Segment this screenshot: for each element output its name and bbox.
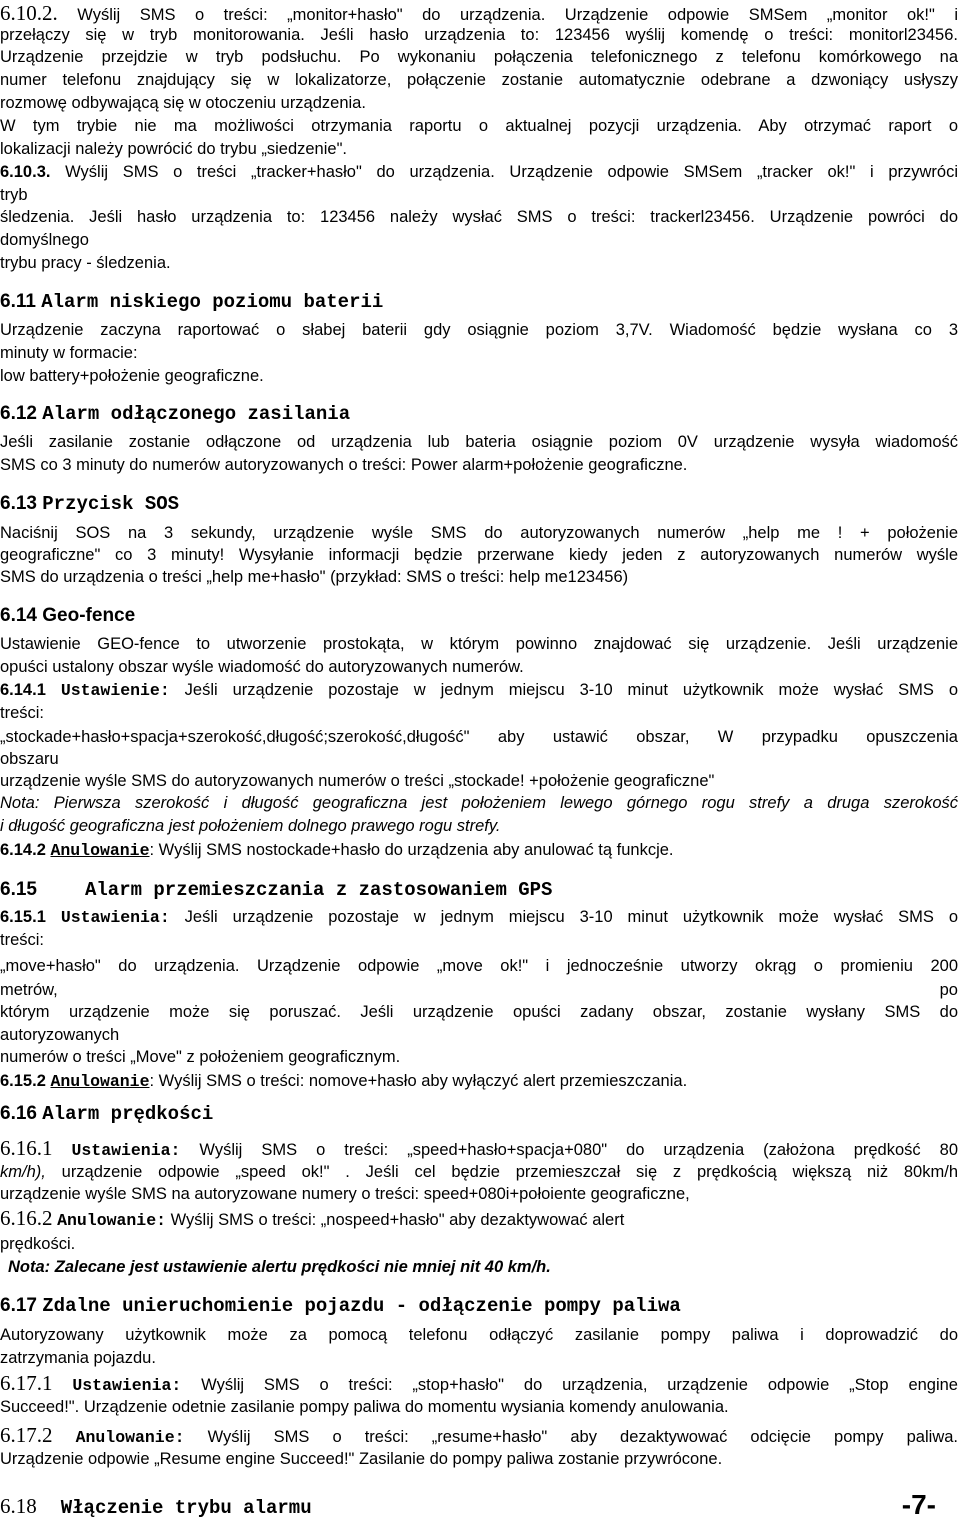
section-number: 6.13	[0, 493, 37, 514]
setting-label: Ustawienia:	[60, 908, 170, 927]
line-text: Urządzenie zaczyna raportować o słabej baterii gdy osiągnie poziom 3,7V. Wiadomość będzie wysłana co 3	[0, 321, 958, 339]
line-text: Jeśli zasilanie zostanie odłączone od urządzenia lub bateria osiągnie poziom 0V urządzenie wysyła wiadomość	[0, 433, 958, 451]
section-number: 6.14	[0, 605, 37, 626]
line-text: Urządzenie przejdzie w tryb podsłuchu. Po wykonaniu połączenia telefonicznego z telefonu komórkowego na	[0, 48, 958, 66]
line-text: geograficzne" co 3 minuty! Wysyłanie informacji będzie przerwane kiedy jeden z autoryzowanych numerów wyśle	[0, 546, 958, 564]
text-line	[0, 978, 958, 1002]
text-line	[0, 364, 958, 388]
text-line	[0, 1045, 958, 1069]
line-text: SMS co 3 minuty do numerów autoryzowanych o treści: Power alarm+położenie geograficzne.	[0, 456, 688, 474]
section-number: 6.14.1	[0, 681, 46, 699]
line-text: Succeed!". Urządzenie odetnie zasilanie pompy paliwa do momentu wysiania komendy anulowania.	[0, 1398, 729, 1416]
line-text: tryb	[0, 186, 28, 204]
line-text: obszaru	[0, 750, 59, 768]
text-line	[0, 45, 958, 69]
text-line	[0, 183, 958, 207]
section-heading	[0, 1294, 958, 1318]
note-text: i długość geograficzna jest położeniem dolnego prawego rogu strefy.	[0, 817, 501, 835]
text-line	[0, 114, 958, 138]
text-line	[0, 160, 958, 184]
section-title: Zdalne unieruchomienie pojazdu - odłączenie pompy paliwa	[42, 1295, 681, 1317]
text-line	[0, 791, 958, 815]
text-line	[0, 91, 958, 115]
section-title: Przycisk SOS	[42, 493, 180, 515]
line-text: „stockade+hasło+spacja+szerokość,długość;szerokość,długość" aby ustawić obszar, W przypadku opuszczenia	[0, 728, 958, 746]
text-line	[0, 1136, 958, 1160]
text-line	[0, 838, 958, 862]
text-line	[0, 1447, 958, 1471]
line-text: : Wyślij SMS nostockade+hasło do urządzenia aby anulować tą funkcje.	[149, 841, 674, 859]
text-line	[0, 341, 958, 365]
line-text: prędkości.	[0, 1235, 76, 1253]
text-line	[0, 205, 958, 229]
cancel-label: Anulowanie:	[75, 1428, 185, 1447]
line-text: W tym trybie nie ma możliwości otrzymania raportu o aktualnej pozycji urządzenia. Aby otrzymać raport o	[0, 117, 958, 135]
line-text: SMS do urządzenia o treści „help me+hasło" (przykład: SMS o treści: help me123456)	[0, 568, 629, 586]
line-text: autoryzowanych	[0, 1026, 120, 1044]
text-line	[0, 23, 958, 47]
text-line	[0, 655, 958, 679]
page-number: -7-	[901, 1489, 936, 1520]
line-text: Wyślij SMS o treści „tracker+hasło" do urządzenia. Urządzenie odpowie SMSem „tracker ok!" i przywróci	[65, 163, 958, 181]
line-text: Jeśli urządzenie pozostaje w jednym miejscu 3-10 minut użytkownik może wysłać SMS o	[184, 908, 959, 926]
line-text: : Wyślij SMS o treści: nomove+hasło aby wyłączyć alert przemieszczania.	[149, 1072, 688, 1090]
text-line	[0, 1346, 958, 1370]
line-text: treści:	[0, 704, 45, 722]
section-heading	[0, 604, 958, 628]
text-line	[0, 928, 958, 952]
line-text: urządzenie odpowie „speed ok!" . Jeśli cel będzie przemieszczał się z prędkością większą niż 80km/h	[61, 1163, 958, 1181]
section-number: 6.10.2.	[0, 1, 58, 25]
note-text: Nota: Pierwsza szerokość i długość geograficzna jest położeniem lewego górnego rogu strefy a druga szerokość	[0, 794, 958, 812]
line-text: metrów, po	[0, 981, 958, 999]
section-title: Alarm odłączonego zasilania	[42, 403, 351, 425]
text-line	[0, 701, 958, 725]
section-number: 6.14.2	[0, 841, 46, 859]
line-text: numerów o treści „Move" z położeniem geograficznym.	[0, 1048, 401, 1066]
setting-label: Ustawienie:	[60, 681, 170, 700]
text-line	[0, 1160, 958, 1184]
line-text: minuty w formacie:	[0, 344, 138, 362]
text-line	[0, 954, 958, 978]
line-text: Wyślij SMS o treści: „resume+hasło" aby dezaktywować odcięcie pompy paliwa.	[207, 1428, 958, 1446]
line-text: śledzenia. Jeśli hasło urządzenia to: 123456 należy wysłać SMS o treści: trackerl23456. Urządzenie powróci do	[0, 208, 958, 226]
text-line	[0, 1255, 958, 1279]
text-line	[0, 632, 958, 656]
section-number: 6.12	[0, 403, 37, 424]
text-line	[0, 1371, 958, 1395]
line-text: Ustawienie GEO-fence to utworzenie prostokąta, w którym powinno znajdować się urządzenie. Jeśli urządzenie	[0, 635, 958, 653]
section-number: 6.15	[0, 879, 37, 900]
note-text: Nota: Zalecane jest ustawienie alertu prędkości nie mniej nit 40 km/h.	[8, 1258, 551, 1276]
line-text: urządzenie wyśle SMS na autoryzowane numery o treści: speed+080i+połoiente geograficzne,	[0, 1185, 690, 1203]
text-line	[0, 1, 958, 25]
section-title: Alarm prędkości	[42, 1103, 214, 1125]
section-number: 6.16.1	[0, 1136, 53, 1160]
section-heading	[0, 290, 958, 314]
text-line	[0, 430, 958, 454]
section-number: 6.17.2	[0, 1423, 53, 1447]
text-line	[0, 543, 958, 567]
section-title: Alarm przemieszczania z zastosowaniem GPS	[84, 879, 553, 901]
section-number: 6.10.3.	[0, 163, 51, 181]
text-line	[0, 521, 958, 545]
text-line	[0, 814, 958, 838]
text-line	[0, 251, 958, 275]
cancel-label: Anulowanie	[50, 1072, 150, 1091]
section-number: 6.17	[0, 1295, 37, 1316]
section-number: 6.11	[0, 291, 36, 312]
cancel-label: Anulowanie	[50, 841, 150, 860]
text-line	[0, 1423, 958, 1447]
line-text: zatrzymania pojazdu.	[0, 1349, 156, 1367]
line-text: opuści ustalony obszar wyśle wiadomość do autoryzowanych numerów.	[0, 658, 524, 676]
section-number: 6.18	[0, 1494, 37, 1518]
text-line	[0, 1395, 958, 1419]
text-line	[0, 678, 958, 702]
text-line	[0, 565, 958, 589]
text-line	[0, 1000, 958, 1024]
section-title: Geo-fence	[42, 605, 136, 626]
text-line	[0, 725, 958, 749]
section-number: 6.15.2	[0, 1072, 46, 1090]
text-line	[0, 1023, 958, 1047]
text-line	[0, 747, 958, 771]
line-text: Wyślij SMS o treści: „monitor+hasło" do urządzenia. Urządzenie odpowie SMSem „monitor ok!" i	[77, 6, 958, 24]
section-number: 6.17.1	[0, 1371, 53, 1395]
section-number: 6.16	[0, 1103, 37, 1124]
line-text: Wyślij SMS o treści: „nospeed+hasło" aby dezaktywować alert	[170, 1211, 625, 1229]
section-number: 6.16.2	[0, 1206, 53, 1230]
text-line	[0, 1206, 958, 1230]
section-title: Włączenie trybu alarmu	[60, 1497, 312, 1519]
line-text: Wyślij SMS o treści: „speed+hasło+spacja+080" do urządzenia (założona prędkość 80	[199, 1141, 958, 1159]
section-heading	[0, 878, 958, 902]
line-text: km/h),	[0, 1163, 46, 1181]
text-line	[0, 453, 958, 477]
line-text: rozmowę odbywającą się w otoczeniu urządzenia.	[0, 94, 366, 112]
section-heading	[0, 492, 958, 516]
setting-label: Ustawienia:	[71, 1141, 181, 1160]
line-text: Urządzenie odpowie „Resume engine Succeed!" Zasilanie do pompy paliwa zostanie przywrócone.	[0, 1450, 723, 1468]
section-heading	[0, 402, 958, 426]
section-heading	[0, 1102, 958, 1126]
section-number: 6.15.1	[0, 908, 46, 926]
line-text: Naciśnij SOS na 3 sekundy, urządzenie wyśle SMS do autoryzowanych numerów „help me ! + położenie	[0, 524, 958, 542]
line-text: domyślnego	[0, 231, 89, 249]
text-line	[0, 228, 958, 252]
text-line	[0, 68, 958, 92]
line-text: low battery+położenie geograficzne.	[0, 367, 264, 385]
cancel-label: Anulowanie:	[57, 1211, 167, 1230]
text-line	[0, 1323, 958, 1347]
line-text: urządzenie wyśle SMS do autoryzowanych numerów o treści „stockade! +położenie geograficzne"	[0, 772, 715, 790]
text-line	[0, 1182, 958, 1206]
line-text: którym urządzenie może się poruszać. Jeśli urządzenie opuści zadany obszar, zostanie wysłany SMS do	[0, 1003, 958, 1021]
section-title: Alarm niskiego poziomu baterii	[41, 291, 384, 313]
line-text: przełączy się w tryb monitorowania. Jeśli hasło urządzenia to: 123456 wyślij komendę o treści: monitorl23456.	[0, 26, 958, 44]
text-line	[0, 137, 958, 161]
section-heading	[0, 1494, 800, 1518]
line-text: „move+hasło" do urządzenia. Urządzenie odpowie „move ok!" i jednocześnie utworzy okrąg o promieniu 200	[0, 957, 958, 975]
text-line	[0, 1069, 958, 1093]
text-line	[0, 318, 958, 342]
line-text: numer telefonu znajdujący się w lokalizatorze, połączenie zostanie automatycznie odebrane a dzwoniący usłyszy	[0, 71, 958, 89]
line-text: Jeśli urządzenie pozostaje w jednym miejscu 3-10 minut użytkownik może wysłać SMS o	[184, 681, 959, 699]
line-text: Wyślij SMS o treści: „stop+hasło" do urządzenia, urządzenie odpowie „Stop engine	[201, 1376, 958, 1394]
text-line	[0, 769, 958, 793]
line-text: trybu pracy - śledzenia.	[0, 254, 171, 272]
line-text: Autoryzowany użytkownik może za pomocą telefonu odłączyć zasilanie pompy paliwa i doprowadzić do	[0, 1326, 958, 1344]
text-line	[0, 905, 958, 929]
line-text: treści:	[0, 931, 45, 949]
text-line	[0, 1232, 958, 1256]
line-text: lokalizacji należy powrócić do trybu „siedzenie".	[0, 140, 348, 158]
setting-label: Ustawienia:	[72, 1376, 182, 1395]
